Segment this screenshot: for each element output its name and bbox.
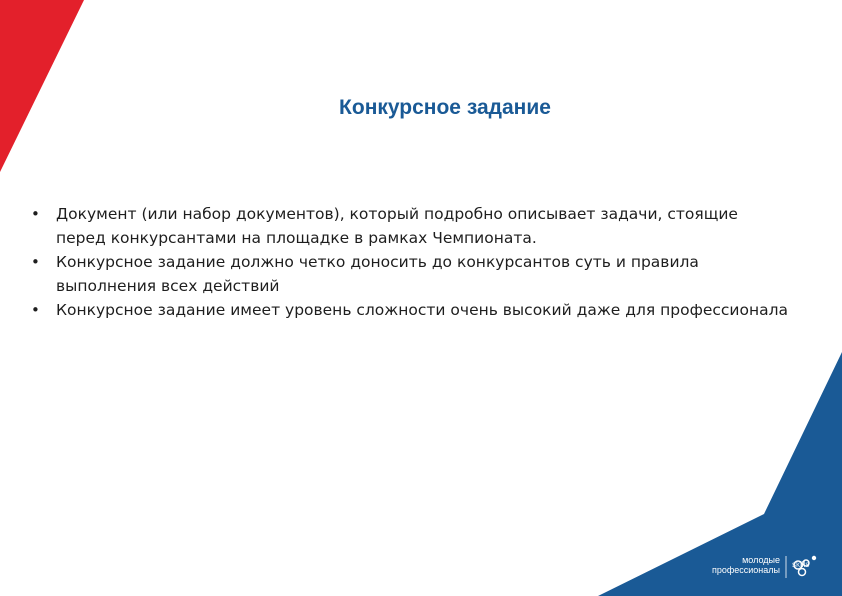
bullet-item <box>28 202 788 250</box>
bullet-item <box>28 298 788 322</box>
bullet-item <box>28 250 788 298</box>
bullet-dot: • <box>31 205 40 223</box>
bullet-dot: • <box>31 301 40 319</box>
slide-title: Конкурсное задание <box>339 96 551 119</box>
bullet-dot: • <box>31 253 40 271</box>
bullet-text: Конкурсное задание имеет уровень сложности очень высокий даже для профессионала <box>56 301 789 319</box>
bullet-list <box>28 202 788 322</box>
worldskills-logo <box>696 552 826 582</box>
bullet-text: Конкурсное задание должно четко доносить до конкурсантов суть и правила выполнения всех действий <box>56 253 699 295</box>
bullet-text: Документ (или набор документов), который подробно описывает задачи, стоящие перед конкурсантами на площадке в рамках Чемпионата. <box>56 205 738 247</box>
logo-text <box>696 555 780 575</box>
logo-line-2: профессионалы <box>711 565 780 575</box>
logo-brand: skills <box>792 560 810 569</box>
logo-line-1: молодые <box>742 555 780 565</box>
